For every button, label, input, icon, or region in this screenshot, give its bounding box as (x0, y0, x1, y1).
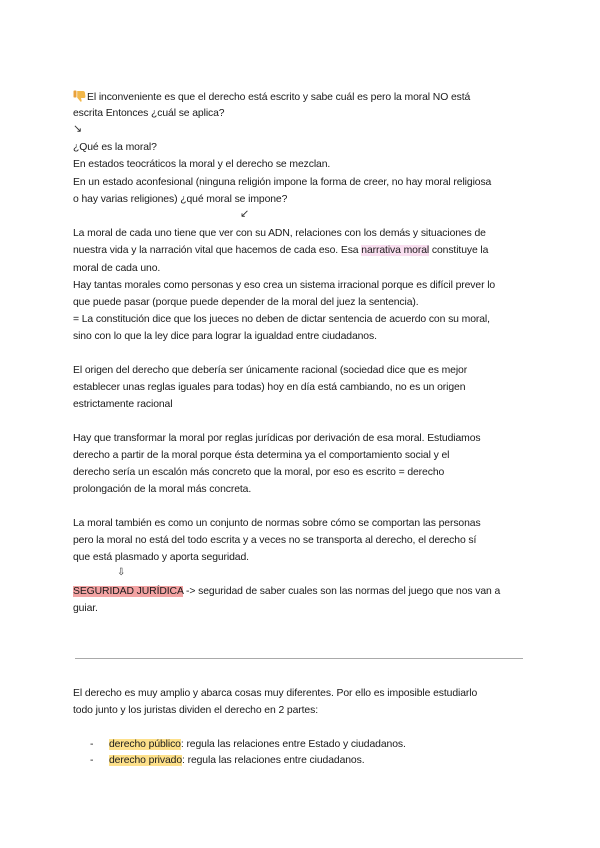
arrow-down-left-icon: ↙ (240, 208, 250, 220)
highlight-seguridad-juridica: SEGURIDAD JURÍDICA (73, 586, 184, 597)
paragraph-line: ¿Qué es la moral? (73, 142, 157, 153)
paragraph-line: establecer unas reglas iguales para todas) hoy en día está cambiando, no es un origen (73, 382, 466, 393)
paragraph-line: En estados teocráticos la moral y el derecho se mezclan. (73, 159, 331, 170)
text: nuestra vida y la narración vital que hacemos de cada eso. Esa (73, 245, 362, 256)
highlight-narrativa-moral: narrativa moral (361, 245, 430, 256)
paragraph-line: En un estado aconfesional (ninguna religión impone la forma de creer, no hay moral religiosa (73, 177, 492, 188)
horizontal-divider (75, 658, 523, 659)
highlight-derecho-privado: derecho privado (109, 755, 183, 766)
paragraph-line: derecho a partir de la moral porque ésta determina ya el comportamiento social y el (73, 450, 450, 461)
paragraph-line: pero la moral no está del todo escrita y a veces no se transporta al derecho, el derecho sí (73, 535, 477, 546)
arrow-down-icon: ⇩ (117, 567, 126, 578)
text: El inconveniente es que el derecho está escrito y sabe cuál es pero la moral NO está (87, 92, 471, 103)
paragraph-line: moral de cada uno. (73, 263, 161, 274)
paragraph-line: estrictamente racional (73, 399, 173, 410)
paragraph-line: o hay varias religiones) ¿qué moral se impone? (73, 194, 288, 205)
text: : regula las relaciones entre Estado y ciudadanos. (180, 739, 406, 750)
paragraph-line: La moral de cada uno tiene que ver con su ADN, relaciones con los demás y situaciones de (73, 228, 486, 239)
paragraph-line: La moral también es como un conjunto de normas sobre cómo se comportan las personas (73, 518, 481, 529)
paragraph-line (73, 244, 488, 257)
paragraph-line: guiar. (73, 603, 98, 614)
paragraph-line: El origen del derecho que debería ser únicamente racional (sociedad dice que es mejor (73, 365, 468, 376)
paragraph-line: todo junto y los juristas dividen el derecho en 2 partes: (73, 705, 318, 716)
paragraph-line: Hay que transformar la moral por reglas jurídicas por derivación de esa moral. Estudiamos (73, 433, 481, 444)
arrow-down-right-icon: ↘ (73, 123, 83, 135)
paragraph-line: = La constitución dice que los jueces no deben de dictar sentencia de acuerdo con su moral, (73, 314, 490, 325)
text: : regula las relaciones entre ciudadanos. (182, 755, 365, 766)
highlight-derecho-publico: derecho público (109, 739, 181, 750)
paragraph-line: sino con lo que la ley dice para lograr la igualdad entre ciudadanos. (73, 331, 377, 342)
text: constituye la (429, 245, 489, 256)
paragraph-line (73, 90, 470, 104)
paragraph-line: El derecho es muy amplio y abarca cosas muy diferentes. Por ello es imposible estudiarlo (73, 688, 478, 699)
paragraph-line: que está plasmado y aporta seguridad. (73, 552, 249, 563)
text: -> seguridad de saber cuales son las normas del juego que nos van a (183, 586, 501, 597)
list-bullet: - (90, 739, 94, 750)
thumbs-down-icon (73, 90, 86, 102)
list-bullet: - (90, 755, 94, 766)
paragraph-line: prolongación de la moral más concreta. (73, 484, 252, 495)
list-item (109, 754, 365, 767)
list-item (109, 738, 406, 751)
paragraph-line (73, 585, 500, 598)
paragraph-line: derecho sería un escalón más concreto que la moral, por eso es escrito = derecho (73, 467, 445, 478)
paragraph-line: Hay tantas morales como personas y eso crea un sistema irracional porque es difícil prever lo (73, 280, 496, 291)
paragraph-line: escrita Entonces ¿cuál se aplica? (73, 108, 225, 119)
paragraph-line: que puede pasar (porque puede depender de la moral del juez la sentencia). (73, 297, 419, 308)
